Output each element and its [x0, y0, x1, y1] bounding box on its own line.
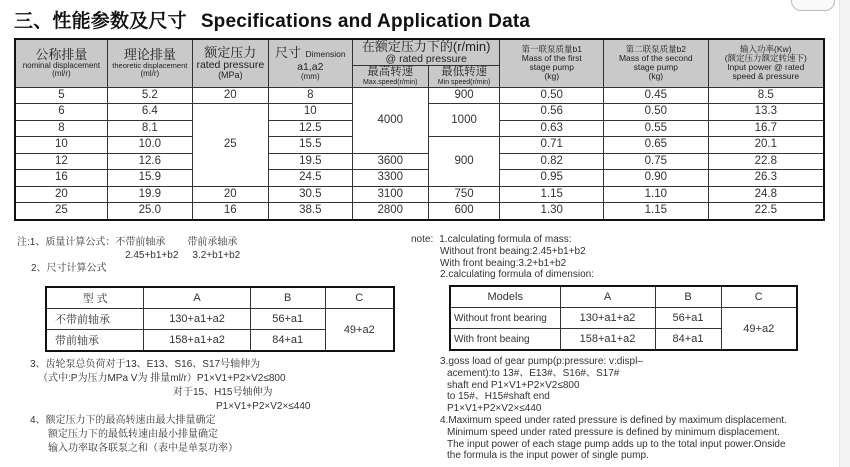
notes-en [411, 234, 594, 281]
note-en-3-line4: to 15#、H15#shaft end [447, 391, 550, 403]
cell-dimension: 15.5 [268, 137, 352, 154]
dim-en-c: 49+a2 [721, 308, 797, 351]
cell-min-speed: 1000 [428, 104, 500, 137]
notes-zh [17, 236, 240, 275]
cell-mass1: 0.63 [500, 120, 604, 137]
cell-nominal: 8 [15, 120, 107, 137]
table-row [450, 308, 797, 329]
cell-mass2: 0.55 [604, 120, 709, 137]
header-pressure-unit: (MPa) [218, 69, 243, 80]
header-power-en1: Input power @ rated [727, 62, 805, 73]
cell-power: 24.8 [708, 186, 824, 203]
title-en: Specifications and Application Data [200, 11, 531, 32]
header-max-speed [352, 65, 428, 87]
note-zh-3-line4: P1×V1+P2×V2×≤440 [216, 401, 311, 412]
cell-min-speed: 750 [428, 186, 500, 203]
cell-dimension: 24.5 [268, 170, 352, 187]
dim-en-a: 130+a1+a2 [560, 308, 655, 329]
cell-nominal: 25 [15, 203, 107, 220]
header-max-speed-zh: 最高转速 [367, 66, 414, 79]
cell-nominal: 12 [15, 153, 107, 170]
dim-zh-header-row [46, 287, 394, 309]
cell-mass2: 0.65 [604, 137, 709, 154]
cell-mass2: 1.15 [604, 203, 709, 220]
cell-theoretic: 12.6 [107, 153, 192, 170]
header-dimension-zh: 尺寸 [274, 45, 301, 61]
header-mass1-zh: 第一联泵质量b1 [521, 44, 582, 55]
note-zh-1-with: 带前承轴承 [187, 237, 238, 248]
note-zh-3-line3: 对于15、H15号轴伸为 [173, 387, 273, 398]
cell-max-speed: 4000 [352, 87, 428, 153]
dim-zh-header-model: 型 式 [46, 287, 144, 309]
dim-zh-model: 不带前轴承 [46, 309, 144, 330]
dim-en-header-a: A [560, 286, 655, 308]
note-zh-3-line1: 3、齿轮泵总负荷对于13、E13、S16、S17号轴伸为 [30, 359, 261, 370]
header-mass1-unit: (kg) [544, 71, 560, 82]
note-zh-1-formulas [17, 249, 240, 262]
header-dimension-unit: (mm) [300, 72, 320, 82]
note-zh-4-line2: 额定压力下的最低转速由最小排量确定 [48, 429, 218, 440]
cell-mass2: 0.50 [604, 104, 709, 121]
header-mass1-en1: Mass of the first [521, 53, 582, 64]
table-row [15, 170, 824, 187]
dim-zh-model: 带前轴承 [46, 330, 144, 352]
dimension-table-en [449, 285, 798, 351]
header-speed-group-en: @ rated pressure [385, 52, 467, 65]
dimension-table-zh [45, 286, 395, 352]
cell-mass2: 0.75 [604, 153, 709, 170]
cell-mass1: 0.82 [500, 153, 604, 170]
cell-mass1: 1.30 [500, 203, 604, 220]
corner-decoration [791, 0, 835, 11]
note-zh-1-without-formula: 2.45+b1+b2 [125, 250, 179, 261]
header-theoretic-zh: 理论排量 [123, 47, 176, 63]
header-mass2 [604, 39, 709, 87]
note-en-1-with: With front beaing:3.2+b1+b2 [440, 257, 567, 269]
note-zh-4-line1: 4、额定压力下的最高转速由最大排量确定 [30, 415, 216, 426]
note-en-label: note: [411, 234, 434, 245]
cell-theoretic: 25.0 [107, 203, 192, 220]
header-min-speed-zh: 最低转速 [441, 66, 488, 79]
cell-theoretic: 8.1 [107, 120, 192, 137]
cell-pressure: 16 [192, 203, 268, 220]
cell-dimension: 10 [268, 104, 352, 121]
cell-dimension: 38.5 [268, 203, 352, 220]
cell-mass2: 0.90 [604, 170, 709, 187]
cell-dimension: 19.5 [268, 153, 352, 170]
header-dimension-sub: a1,a2 [297, 61, 324, 74]
cell-theoretic: 10.0 [107, 137, 192, 154]
note-zh-3-line2: （式中:P为压力MPa V为 排量ml/r）P1×V1+P2×V2≤800 [38, 373, 286, 384]
notes-zh-bottom [30, 358, 310, 456]
cell-dimension: 8 [268, 87, 352, 104]
dim-zh-header-b: B [250, 287, 325, 309]
header-mass1-en2: stage pump [529, 62, 574, 73]
header-dimension [268, 39, 352, 87]
cell-dimension: 12.5 [268, 120, 352, 137]
table-row [15, 203, 824, 220]
spec-header-row [15, 39, 824, 65]
note-zh-4-line3: 输入功率取各联泵之和（表中是单泵功率） [48, 443, 238, 454]
note-en-3-line1: 3.goss load of gear pump(p:pressure: v:displ– [440, 356, 643, 367]
cell-pressure: 20 [192, 87, 268, 104]
dim-zh-b: 56+a1 [250, 309, 325, 330]
cell-min-speed: 900 [428, 87, 500, 104]
cell-theoretic: 5.2 [107, 87, 192, 104]
note-en-2-title: 2.calculating formula of dimension: [440, 269, 594, 281]
header-mass2-zh: 第二联泵质量b2 [625, 44, 687, 55]
note-zh-1-with-formula: 3.2+b1+b2 [192, 250, 241, 261]
cell-power: 20.1 [708, 137, 824, 154]
note-en-4-line3: The input power of each stage pump adds up to the total input power.Onside [447, 438, 786, 450]
note-en-3-line5: P1×V1+P2×V2×≤440 [447, 403, 542, 415]
cell-theoretic: 19.9 [107, 186, 192, 203]
cell-mass2: 0.45 [604, 87, 709, 104]
cell-mass1: 0.50 [500, 87, 604, 104]
cell-mass1: 1.15 [500, 186, 604, 203]
note-en-1-title [411, 234, 594, 246]
note-en-3-line2: acement):to 13#、E13#、S16#、S17# [447, 367, 620, 379]
header-power-zh1: 输入功率(Kw) [740, 44, 792, 55]
cell-min-speed: 900 [428, 137, 500, 187]
header-power-zh2: (额定压力额定转速下) [724, 53, 807, 64]
cell-nominal: 20 [15, 186, 107, 203]
dim-zh-c: 49+a2 [325, 309, 394, 352]
header-pressure-zh: 额定压力 [204, 45, 257, 61]
dim-en-header-model: Models [450, 286, 560, 308]
cell-nominal: 5 [15, 87, 107, 104]
header-pressure-en: rated pressure [196, 58, 265, 71]
cell-pressure: 20 [192, 186, 268, 203]
dim-zh-header-a: A [144, 287, 251, 309]
header-theoretic-en: theoretic displacement [112, 61, 188, 71]
cell-max-speed: 3100 [352, 186, 428, 203]
dim-zh-a: 158+a1+a2 [144, 330, 251, 352]
dim-en-model: With front beaing [450, 329, 560, 351]
cell-nominal: 16 [15, 170, 107, 187]
cell-max-speed: 2800 [352, 203, 428, 220]
header-pressure [192, 39, 268, 87]
cell-pressure: 25 [192, 104, 268, 187]
cell-mass1: 0.56 [500, 104, 604, 121]
header-speed-group [352, 39, 500, 65]
dim-zh-b: 84+a1 [250, 330, 325, 352]
cell-mass1: 0.95 [500, 170, 604, 187]
note-zh-1-label: 注:1、质量计算公式： [17, 237, 116, 248]
cell-power: 22.8 [708, 153, 824, 170]
dim-zh-a: 130+a1+a2 [144, 309, 251, 330]
note-zh-1-without: 不带前轴承 [115, 237, 166, 248]
header-nominal-unit: (ml/r) [52, 69, 71, 79]
note-en-3-line3: shaft end P1×V1+P2×V2≤800 [447, 379, 580, 391]
dim-en-a: 158+a1+a2 [560, 329, 655, 351]
header-min-speed-en: Min speed(r/min) [437, 78, 491, 86]
header-mass1 [500, 39, 604, 87]
cell-mass2: 1.10 [604, 186, 709, 203]
cell-theoretic: 15.9 [107, 170, 192, 187]
cell-power: 16.7 [708, 120, 824, 137]
header-min-speed [428, 65, 500, 87]
note-en-4-line1: 4.Maximum speed under rated pressure is defined by maximum displacement. [440, 414, 787, 426]
header-dimension-en: Dimension [305, 49, 346, 60]
header-theoretic [107, 39, 192, 87]
dim-en-header-c: C [721, 286, 797, 308]
cell-nominal: 6 [15, 104, 107, 121]
notes-en-bottom [440, 356, 787, 462]
dim-zh-header-c: C [325, 287, 394, 309]
cell-min-speed: 600 [428, 203, 500, 220]
cell-max-speed: 3300 [352, 170, 428, 187]
header-speed-group-zh: 在额定压力下的(r/min) [361, 39, 491, 54]
dim-en-header-b: B [655, 286, 721, 308]
note-en-1-title-text: 1.calculating formula of mass: [439, 234, 572, 245]
header-theoretic-unit: (ml/r) [140, 68, 160, 78]
table-row [15, 87, 824, 104]
header-mass2-en2: stage pump [633, 62, 679, 73]
table-row [46, 309, 394, 330]
table-row [15, 153, 824, 170]
cell-nominal: 10 [15, 137, 107, 154]
header-mass2-unit: (kg) [648, 71, 664, 82]
dim-en-b: 84+a1 [655, 329, 721, 351]
header-nominal [15, 39, 107, 87]
header-nominal-en: nominal displacement [22, 60, 101, 70]
dim-en-model: Without front bearing [450, 308, 560, 329]
cell-power: 13.3 [708, 104, 824, 121]
cell-theoretic: 6.4 [107, 104, 192, 121]
header-max-speed-en: Max.speed(r/min) [363, 78, 418, 86]
page-title [14, 6, 530, 33]
header-mass2-en1: Mass of the second [618, 53, 693, 64]
note-zh-1 [17, 236, 240, 249]
title-zh: 三、性能参数及尺寸 [14, 11, 187, 32]
dim-en-b: 56+a1 [655, 308, 721, 329]
page-edge-strip [839, 0, 850, 467]
cell-power: 8.5 [708, 87, 824, 104]
header-power [708, 39, 824, 87]
cell-power: 22.5 [708, 203, 824, 220]
table-row [15, 186, 824, 203]
header-power-en2: speed & pressure [732, 71, 800, 82]
note-en-1-without: Without front beaing:2.45+b1+b2 [440, 245, 586, 257]
note-zh-2: 2、尺寸计算公式 [31, 263, 107, 274]
note-en-4-line2: Minimum speed under rated pressure is defined by minimum displacement. [447, 426, 780, 438]
cell-power: 26.3 [708, 170, 824, 187]
header-nominal-zh: 公称排量 [35, 47, 88, 63]
cell-mass1: 0.71 [500, 137, 604, 154]
spec-table [14, 38, 825, 221]
dim-en-header-row [450, 286, 797, 308]
cell-dimension: 30.5 [268, 186, 352, 203]
note-en-4-line4: the formula is the input power of single pump. [447, 450, 649, 462]
cell-max-speed: 3600 [352, 153, 428, 170]
